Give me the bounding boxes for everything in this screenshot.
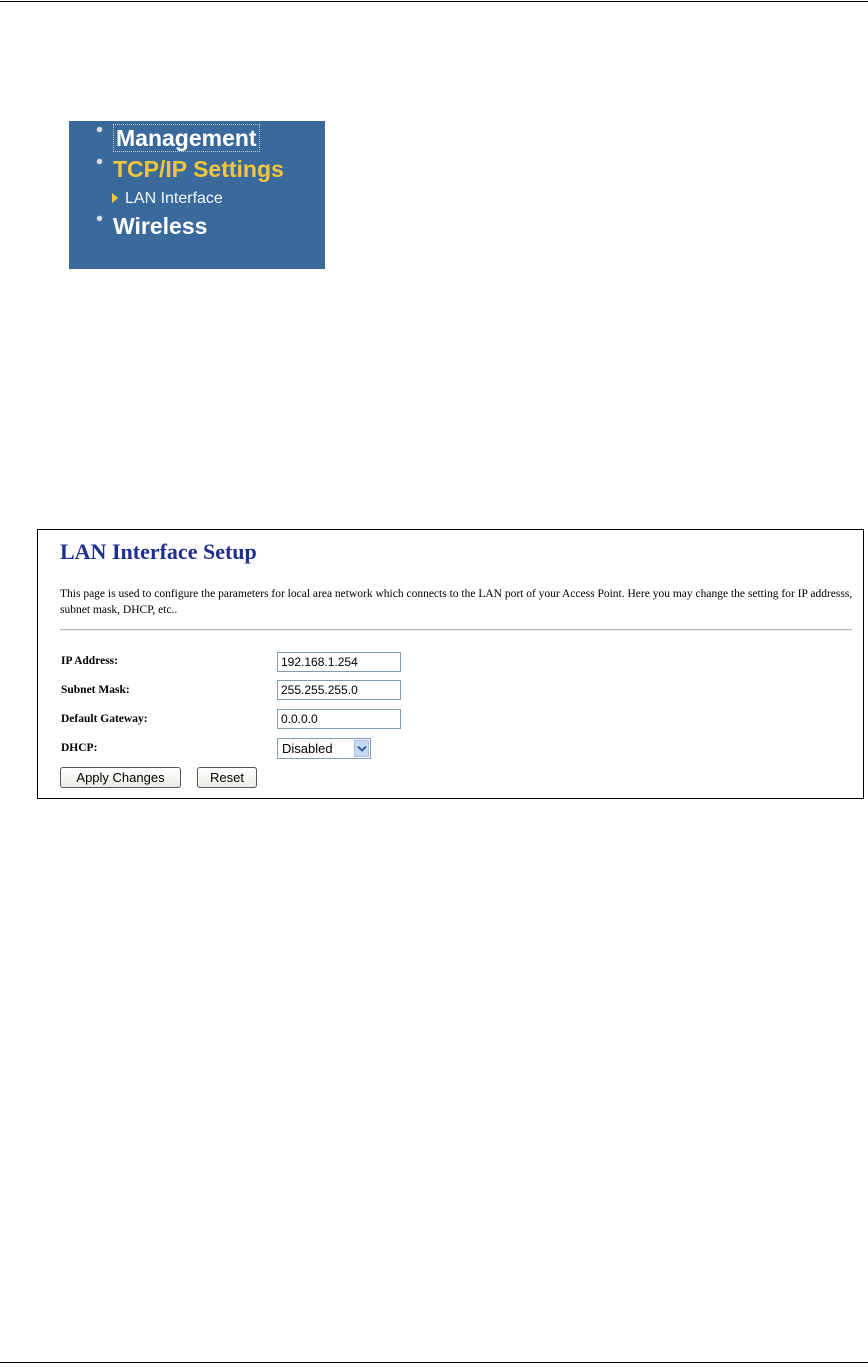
dhcp-selected-value: Disabled bbox=[282, 741, 333, 756]
default-gateway-label: Default Gateway: bbox=[61, 713, 148, 725]
page-title: LAN Interface Setup bbox=[60, 539, 257, 564]
ip-address-label: IP Address: bbox=[61, 655, 118, 667]
top-rule bbox=[0, 1, 868, 2]
bottom-rule bbox=[0, 1362, 868, 1363]
chevron-down-icon[interactable] bbox=[354, 740, 369, 757]
bullet-icon bbox=[97, 216, 102, 221]
apply-changes-button[interactable]: Apply Changes bbox=[60, 767, 181, 788]
menu-item-management[interactable]: Management bbox=[113, 124, 260, 152]
subnet-mask-input[interactable] bbox=[277, 680, 401, 700]
dhcp-label: DHCP: bbox=[61, 742, 98, 754]
arrow-right-icon bbox=[112, 193, 118, 203]
reset-button[interactable]: Reset bbox=[197, 767, 257, 788]
lan-interface-setup-panel bbox=[37, 529, 864, 799]
divider bbox=[60, 629, 852, 631]
subnet-mask-label: Subnet Mask: bbox=[61, 684, 130, 696]
navigation-menu bbox=[69, 121, 325, 269]
menu-item-tcpip-settings[interactable]: TCP/IP Settings bbox=[113, 156, 284, 182]
menu-item-wireless[interactable]: Wireless bbox=[113, 213, 208, 239]
default-gateway-input[interactable] bbox=[277, 709, 401, 729]
menu-subitem-lan-interface[interactable]: LAN Interface bbox=[125, 190, 223, 207]
bullet-icon bbox=[97, 127, 102, 132]
ip-address-input[interactable] bbox=[277, 652, 401, 672]
dhcp-select[interactable] bbox=[277, 738, 371, 759]
bullet-icon bbox=[97, 159, 102, 164]
page-description: This page is used to configure the parameters for local area network which connects to the LAN port of your Access Point. Here you may change the setting for IP addresss, subnet mask, DHCP, etc.. bbox=[60, 588, 853, 616]
